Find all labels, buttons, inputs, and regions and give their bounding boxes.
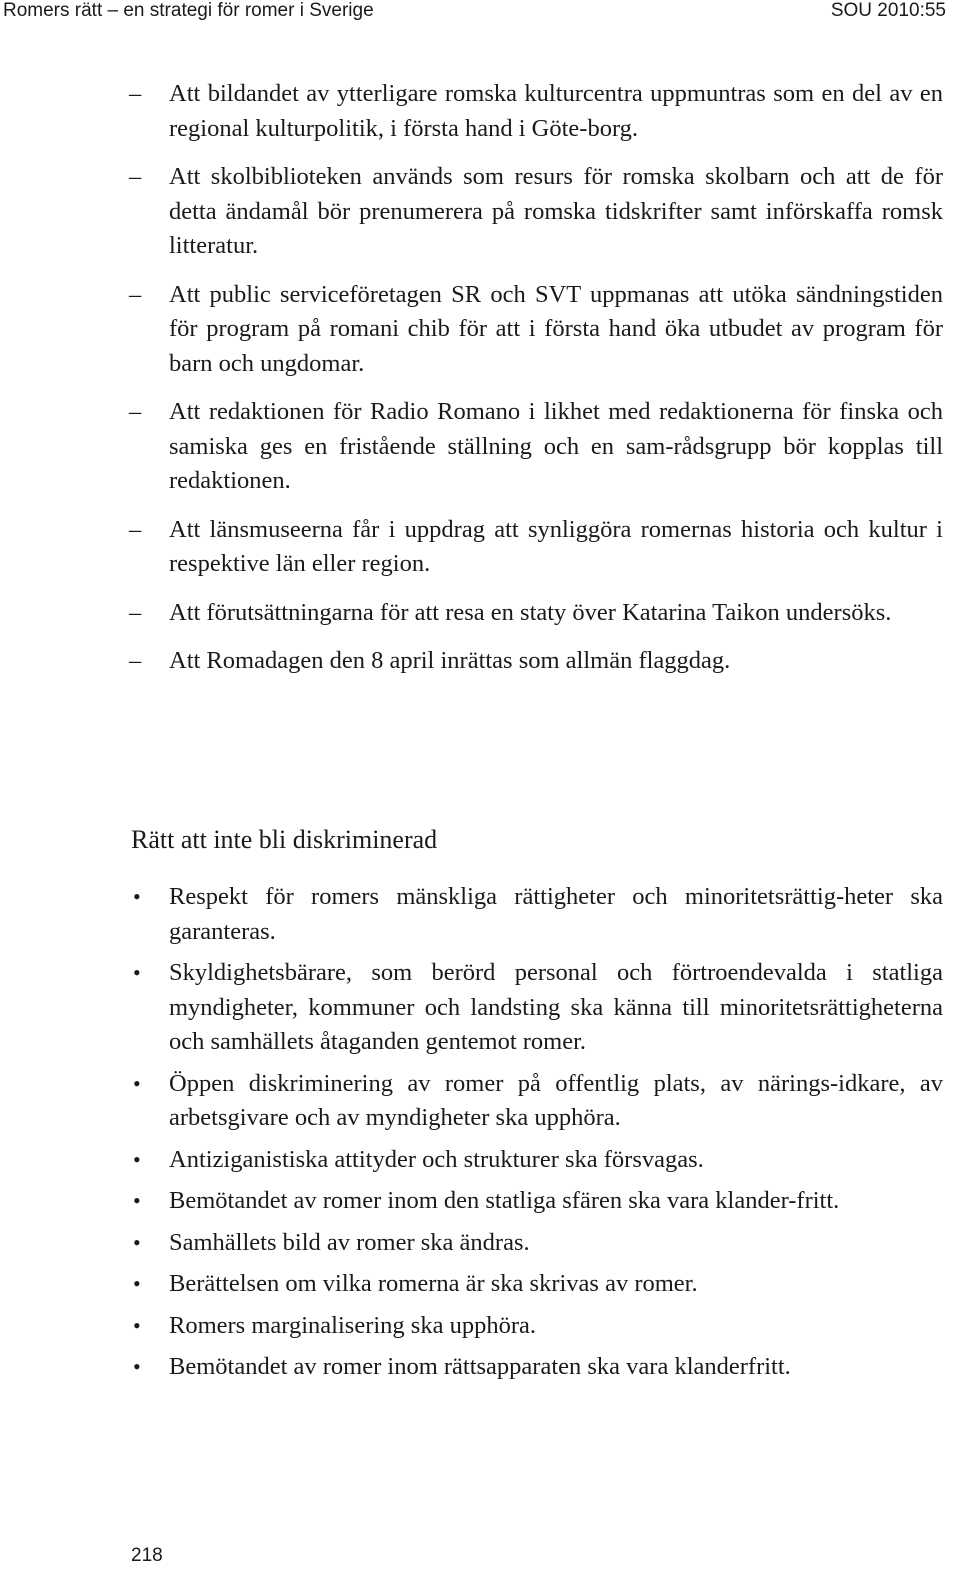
bullet-list-item [131,1267,943,1302]
dash-marker: – [129,398,142,425]
bullet-icon: • [133,1146,141,1172]
bullet-item-text: Samhällets bild av romer ska ändras. [169,1228,530,1256]
bullet-item-text: Bemötandet av romer inom rättsapparaten ska vara klanderfritt. [169,1353,791,1380]
dash-list-item [131,644,943,679]
dash-list-item [131,160,943,264]
bullet-list-item [131,880,943,949]
page-number: 218 [131,1545,163,1566]
bullet-item-text: Öppen diskriminering av romer på offentlig plats, av närings-idkare, av arbetsgivare och av myndigheter ska upphöra. [169,1069,943,1131]
dash-item-text: Att länsmuseerna får i uppdrag att synliggöra romernas historia och kultur i respektive län eller region. [169,515,943,577]
bullet-icon: • [133,960,141,985]
dash-item-text: Att bildandet av ytterligare romska kulturcentra uppmuntras som en del av en regional kulturpolitik, i första hand i Göte-borg. [169,80,943,142]
dash-item-text: Att Romadagen den 8 april inrättas som allmän flaggdag. [169,647,731,674]
bullet-list-item [131,1143,943,1178]
dash-item-text: Att redaktionen för Radio Romano i likhet med redaktionerna för finska och samiska ges en fristående ställning och en sam-rådsgrupp bör kopplas till redaktionen. [169,398,943,494]
dash-marker: – [129,647,142,674]
dash-item-text: Att skolbiblioteken används som resurs för romska skolbarn och att de för detta ändamål bör prenumerera på romska tidskrifter samt införskaffa romsk litteratur. [169,163,943,259]
dash-marker: – [129,280,142,308]
dash-marker: – [129,163,142,190]
dash-list-item [131,596,943,631]
bullet-list-item [131,1184,943,1219]
bullet-list-item [131,1226,943,1261]
body-text [131,77,943,693]
dash-marker: – [129,598,142,626]
running-header [0,0,960,24]
bullet-item-text: Skyldighetsbärare, som berörd personal och förtroendevalda i statliga myndigheter, kommuner och landsting ska känna till minoritetsrättigheterna och samhällets åtaganden gentemot romer. [169,959,943,1055]
dash-list-item [131,278,943,382]
bullet-icon: • [133,884,141,909]
dash-item-text: Att förutsättningarna för att resa en staty över Katarina Taikon undersöks. [169,598,892,626]
bullet-item-text: Bemötandet av romer inom den statliga sfären ska vara klander-fritt. [169,1187,840,1214]
bullet-item-text: Romers marginalisering ska upphöra. [169,1311,536,1339]
dash-list-item [131,513,943,582]
bullet-icon: • [133,1188,141,1213]
bullet-list [131,880,943,1392]
bullet-icon: • [133,1070,141,1096]
dash-list-item [131,77,943,146]
dash-marker: – [129,80,142,107]
bullet-icon: • [133,1312,141,1338]
bullet-list-item [131,956,943,1060]
bullet-list-item [131,1309,943,1344]
bullet-item-text: Respekt för romers mänskliga rättigheter och minoritetsrättig-heter ska garanteras. [169,883,943,945]
bullet-list-item [131,1350,943,1385]
bullet-icon: • [133,1271,141,1296]
section-heading: Rätt att inte bli diskriminerad [131,825,438,854]
dash-item-text: Att public serviceföretagen SR och SVT uppmanas att utöka sändningstiden för program på romani chib för att i första hand öka utbudet av program för barn och ungdomar. [169,280,943,377]
header-title: Romers rätt – en strategi för romer i Sverige [3,0,374,21]
dash-list-item [131,395,943,499]
bullet-icon: • [133,1354,141,1379]
header-report-number: SOU 2010:55 [830,0,946,21]
dash-marker: – [129,515,142,543]
bullet-item-text: Antiziganistiska attityder och strukturer ska försvagas. [169,1145,704,1173]
dash-list [131,77,943,679]
bullet-item-text: Berättelsen om vilka romerna är ska skrivas av romer. [169,1270,698,1297]
bullet-icon: • [133,1229,141,1255]
bullet-list-item [131,1067,943,1136]
